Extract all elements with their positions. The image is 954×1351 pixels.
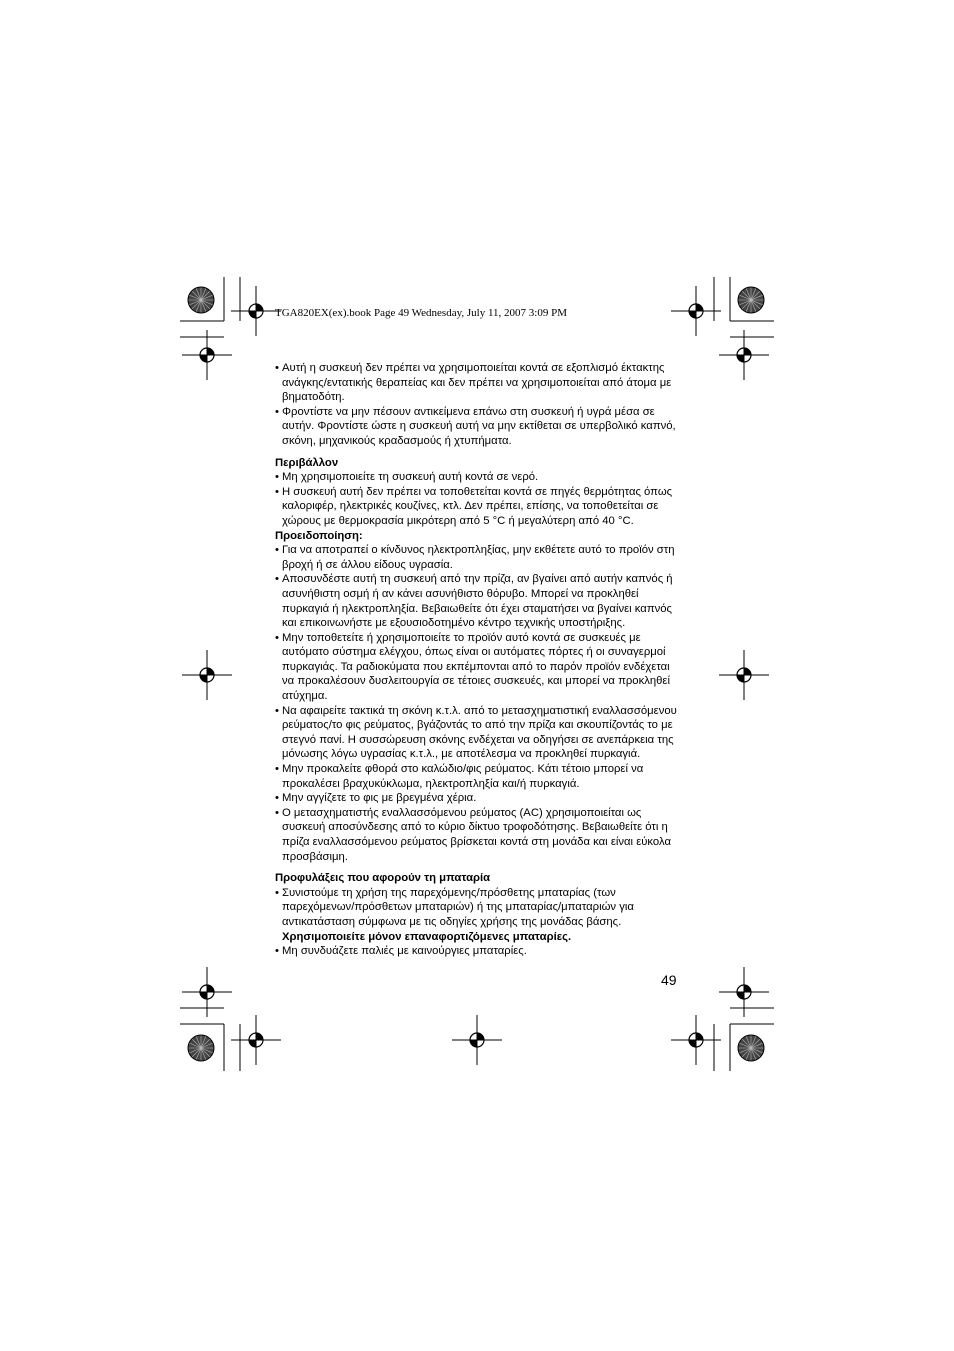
list-item: • Ο μετασχηματιστής εναλλασσόμενου ρεύματος (AC) χρησιμοποιείται ως συσκευή αποσύνδεσης από το κύριο δίκτυο τροφοδότησης. Βεβαιωθείτε ότι η πρίζα εναλλασσόμενου ρεύματος βρίσκεται κοντά στη μονάδα και είναι εύκολα προσβάσιμη.	[275, 806, 681, 864]
section-heading-battery: Προφυλάξεις που αφορούν τη μπαταρία	[275, 872, 491, 885]
list-item: • Συνιστούμε τη χρήση της παρεχόμενης/πρόσθετης μπαταρίας (των παρεχόμενων/πρόσθετων μπαταριών) ή της μπαταρίας/μπαταριών για αντικατάσταση σύμφωνα με τις οδηγίες χρήσης της μονάδας βάσης.	[275, 886, 681, 930]
page-body	[275, 361, 681, 959]
list-item: • Μη συνδυάζετε παλιές με καινούργιες μπαταρίες.	[275, 944, 681, 959]
battery-emphasis-note: Χρησιμοποιείτε μόνον επαναφορτιζόμενες μπαταρίες.	[282, 930, 572, 943]
section-heading-environment: Περιβάλλον	[275, 456, 339, 469]
list-item: • Αποσυνδέστε αυτή τη συσκευή από την πρίζα, αν βγαίνει από αυτήν καπνός ή ασυνήθιστη οσμή ή αν κάνει ασυνήθιστο θόρυβο. Μπορεί να προκληθεί πυρκαγιά ή ηλεκτροπληξία. Βεβαιωθείτε ότι έχει σταματήσει να βγαίνει καπνός και επικοινωνήστε με εξουσιοδοτημένο κέντρο τεχνικής υποστήριξης.	[275, 572, 681, 630]
section-heading-warning: Προειδοποίηση:	[275, 529, 363, 542]
list-item: • Για να αποτραπεί ο κίνδυνος ηλεκτροπληξίας, μην εκθέτετε αυτό το προϊόν στη βροχή ή σε άλλου είδους υγρασία.	[275, 543, 681, 572]
list-item: • Να αφαιρείτε τακτικά τη σκόνη κ.τ.λ. από το μετασχηματιστική εναλλασσόμενου ρεύματος/το φις ρεύματος, βγάζοντάς το από την πρίζα και σκουπίζοντάς το με στεγνό πανί. Η συσσώρευση σκόνης ενδέχεται να οδηγήσει σε ανεπάρκεια της μόνωσης λόγω υγρασίας κ.τ.λ., με αποτέλεσμα να προκληθεί πυρκαγιά.	[275, 704, 681, 762]
list-item: • Η συσκευή αυτή δεν πρέπει να τοποθετείται κοντά σε πηγές θερμότητας όπως καλοριφέρ, ηλεκτρικές κουζίνες, κτλ. Δεν πρέπει, επίσης, να τοποθετείται σε χώρους με θερμοκρασία μικρότερη από 5 °C ή μεγαλύτερη από 40 °C.	[275, 485, 681, 529]
page-number: 49	[661, 972, 677, 988]
list-item: • Αυτή η συσκευή δεν πρέπει να χρησιμοποιείται κοντά σε εξοπλισμό έκτακτης ανάγκης/εντατικής θεραπείας και δεν πρέπει να χρησιμοποιείται από άτομα με βηματοδότη.	[275, 361, 681, 405]
list-item: • Μην προκαλείτε φθορά στο καλώδιο/φις ρεύματος. Κάτι τέτοιο μπορεί να προκαλέσει βραχυκύκλωμα, ηλεκτροπληξία και/ή πυρκαγιά.	[275, 762, 681, 791]
list-item: • Μην τοποθετείτε ή χρησιμοποιείτε το προϊόν αυτό κοντά σε συσκευές με αυτόματο σύστημα ελέγχου, όπως είναι οι αυτόματες πόρτες ή οι συναγερμοί πυρκαγιάς. Τα ραδιοκύματα που εκπέμπονται από το παρόν προϊόν ενδέχεται να προκαλέσουν δυσλειτουργία σε τέτοιες συσκευές, και μπορεί να προκληθεί ατύχημα.	[275, 631, 681, 704]
list-item: • Φροντίστε να μην πέσουν αντικείμενα επάνω στη συσκευή ή υγρά μέσα σε αυτήν. Φροντίστε ώστε η συσκευή αυτή να μην εκτίθεται σε υπερβολικό καπνό, σκόνη, μηχανικούς κραδασμούς ή χτυπήματα.	[275, 405, 681, 449]
list-item: • Μη χρησιμοποιείτε τη συσκευή αυτή κοντά σε νερό.	[275, 470, 681, 485]
list-item: • Μην αγγίζετε το φις με βρεγμένα χέρια.	[275, 791, 681, 806]
book-file-header: TGA820EX(ex).book Page 49 Wednesday, July 11, 2007 3:09 PM	[275, 307, 568, 319]
